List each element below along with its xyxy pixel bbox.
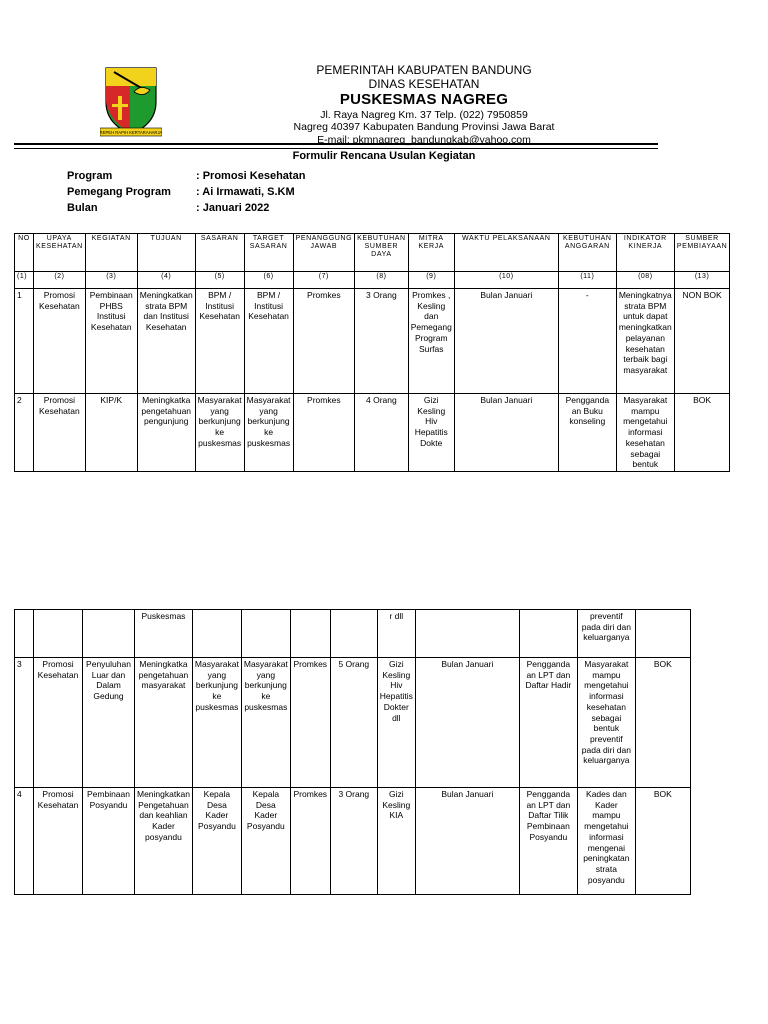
col-upaya-kesehatan-header: UPAYA KESEHATAN xyxy=(34,234,86,272)
col-tujuan-cell: Meningkatkan Pengetahuan dan keahlian Kader posyandu xyxy=(135,788,193,895)
col-sasaran-cell: Kepala Desa Kader Posyandu xyxy=(192,788,241,895)
col-tujuan-cell: Meningkatka pengetahuan masyarakat xyxy=(135,658,193,788)
col-target-sasaran-cell: Masyarakat yang berkunjung ke puskesmas xyxy=(244,394,293,472)
col-no-cell: 3 xyxy=(15,658,34,788)
col-upaya-kesehatan-cell: Promosi Kesehatan xyxy=(34,658,83,788)
col-kebutuhan-sumber-daya-cell: 3 Orang xyxy=(355,289,409,394)
col-sumber-pembiayaan-cell xyxy=(635,610,690,658)
col-mitra-kerja-header: MITRA KERJA xyxy=(408,234,454,272)
col-indikator-kinerja-header: INDIKATOR KINERJA xyxy=(616,234,674,272)
table-row xyxy=(15,289,730,394)
col-indikator-kinerja-cell: Kades dan Kader mampu mengetahui informasi mengenai peningkatan strata posyandu xyxy=(577,788,635,895)
col-sasaran-header: SASARAN xyxy=(195,234,244,272)
letterhead-institution: PUSKESMAS NAGREG xyxy=(339,91,509,109)
col-sumber-pembiayaan-cell: NON BOK xyxy=(674,289,729,394)
col-penanggung-jawab-cell: Promkes xyxy=(293,394,355,472)
col-kebutuhan-anggaran-cell xyxy=(519,610,577,658)
col-kebutuhan-sumber-daya-header: KEBUTUHAN SUMBER DAYA xyxy=(355,234,409,272)
col-waktu-pelaksanaan-cell: Bulan Januari xyxy=(415,788,519,895)
col-penanggung-jawab-header: PENANGGUNG JAWAB xyxy=(293,234,355,272)
table-row xyxy=(15,394,730,472)
col-indikator-kinerja-cell: Meningkatnya strata BPM untuk dapat meningkatkan pelayanan kesehatan terbaik bagi masyarakat xyxy=(616,289,674,394)
col-tujuan-header: TUJUAN xyxy=(137,234,195,272)
letterhead-rule-thick xyxy=(14,143,658,145)
col-sasaran-cell: BPM / Institusi Kesehatan xyxy=(195,289,244,394)
col-target-sasaran-cell: BPM / Institusi Kesehatan xyxy=(244,289,293,394)
table-row xyxy=(15,788,691,895)
meta-value: : Januari 2022 xyxy=(196,202,270,214)
col-penanggung-jawab-cell: Promkes xyxy=(290,658,330,788)
col-kegiatan-cell: Pembinaan PHBS Institusi Kesehatan xyxy=(85,289,137,394)
col-kebutuhan-sumber-daya-index: (8) xyxy=(355,272,409,289)
col-waktu-pelaksanaan-cell: Bulan Januari xyxy=(454,394,558,472)
col-waktu-pelaksanaan-header: WAKTU PELAKSANAAN xyxy=(454,234,558,272)
col-no-cell: 4 xyxy=(15,788,34,895)
meta-label: Pemegang Program xyxy=(67,186,171,198)
col-sumber-pembiayaan-cell: BOK xyxy=(635,658,690,788)
col-kebutuhan-sumber-daya-cell: 4 Orang xyxy=(355,394,409,472)
col-sasaran-cell: Masyarakat yang berkunjung ke puskesmas xyxy=(195,394,244,472)
col-mitra-kerja-cell: Gizi Kesling KIA xyxy=(377,788,415,895)
col-waktu-pelaksanaan-cell: Bulan Januari xyxy=(415,658,519,788)
col-kegiatan-cell: Pembinaan Posyandu xyxy=(83,788,135,895)
col-kebutuhan-anggaran-cell: - xyxy=(558,289,616,394)
col-no-cell xyxy=(15,610,34,658)
col-kegiatan-cell: Penyuluhan Luar dan Dalam Gedung xyxy=(83,658,135,788)
col-upaya-kesehatan-cell: Promosi Kesehatan xyxy=(34,394,86,472)
col-kebutuhan-sumber-daya-cell xyxy=(330,610,377,658)
col-kegiatan-cell xyxy=(83,610,135,658)
col-no-cell: 2 xyxy=(15,394,34,472)
header-row xyxy=(15,234,730,272)
col-mitra-kerja-cell: Promkes , Kesling dan Pemegang Program Surfas xyxy=(408,289,454,394)
col-kebutuhan-anggaran-cell: Pengganda an LPT dan Daftar Hadir xyxy=(519,658,577,788)
kabupaten-bandung-logo xyxy=(100,62,162,140)
col-tujuan-index: (4) xyxy=(137,272,195,289)
meta-label: Program xyxy=(67,170,113,182)
col-penanggung-jawab-cell xyxy=(290,610,330,658)
col-kebutuhan-anggaran-index: (11) xyxy=(558,272,616,289)
col-waktu-pelaksanaan-index: (10) xyxy=(454,272,558,289)
table-row xyxy=(15,610,691,658)
col-upaya-kesehatan-index: (2) xyxy=(34,272,86,289)
col-tujuan-cell: Puskesmas xyxy=(135,610,193,658)
col-indikator-kinerja-cell: preventif pada diri dan keluarganya xyxy=(577,610,635,658)
col-target-sasaran-cell: Kepala Desa Kader Posyandu xyxy=(241,788,290,895)
column-index-row xyxy=(15,272,730,289)
letterhead-address: Jl. Raya Nagreg Km. 37 Telp. (022) 7950859 xyxy=(320,109,528,121)
col-penanggung-jawab-cell: Promkes xyxy=(293,289,355,394)
col-no-header: NO xyxy=(15,234,34,272)
col-indikator-kinerja-index: (08) xyxy=(616,272,674,289)
activity-plan-table xyxy=(14,233,730,472)
col-indikator-kinerja-cell: Masyarakat mampu mengetahui informasi kesehatan sebagai bentuk preventif pada diri dan keluarganya xyxy=(577,658,635,788)
col-sumber-pembiayaan-header: SUMBER PEMBIAYAAN xyxy=(674,234,729,272)
col-upaya-kesehatan-cell: Promosi Kesehatan xyxy=(34,289,86,394)
col-indikator-kinerja-cell: Masyarakat mampu mengetahui informasi kesehatan sebagai bentuk xyxy=(616,394,674,472)
letterhead xyxy=(240,63,608,146)
col-sumber-pembiayaan-cell: BOK xyxy=(635,788,690,895)
form-title: Formulir Rencana Usulan Kegiatan xyxy=(292,150,476,162)
col-mitra-kerja-cell: Gizi Kesling Hiv Hepatitis Dokter dll xyxy=(377,658,415,788)
col-upaya-kesehatan-cell: Promosi Kesehatan xyxy=(34,788,83,895)
meta-label: Bulan xyxy=(67,202,98,214)
col-waktu-pelaksanaan-cell: Bulan Januari xyxy=(454,289,558,394)
col-kebutuhan-anggaran-header: KEBUTUHAN ANGGARAN xyxy=(558,234,616,272)
col-kegiatan-index: (3) xyxy=(85,272,137,289)
col-no-index: (1) xyxy=(15,272,34,289)
col-sasaran-cell xyxy=(192,610,241,658)
table-row xyxy=(15,658,691,788)
meta-value: : Ai Irmawati, S.KM xyxy=(196,186,295,198)
col-kebutuhan-anggaran-cell: Pengganda an LPT dan Daftar Tilik Pembinaan Posyandu xyxy=(519,788,577,895)
col-sumber-pembiayaan-index: (13) xyxy=(674,272,729,289)
col-sasaran-cell: Masyarakat yang berkunjung ke puskesmas xyxy=(192,658,241,788)
letterhead-region: Nagreg 40397 Kabupaten Bandung Provinsi Jawa Barat xyxy=(293,121,555,134)
col-target-sasaran-cell xyxy=(241,610,290,658)
col-sasaran-index: (5) xyxy=(195,272,244,289)
meta-value: : Promosi Kesehatan xyxy=(196,170,306,182)
col-sumber-pembiayaan-cell: BOK xyxy=(674,394,729,472)
col-upaya-kesehatan-cell xyxy=(34,610,83,658)
col-mitra-kerja-cell: r dll xyxy=(377,610,415,658)
col-penanggung-jawab-index: (7) xyxy=(293,272,355,289)
logo-motto-text: REPEH RAPIH KERTARAHARJA xyxy=(100,130,162,135)
col-kebutuhan-sumber-daya-cell: 3 Orang xyxy=(330,788,377,895)
letterhead-department: DINAS KESEHATAN xyxy=(368,77,480,92)
col-kebutuhan-sumber-daya-cell: 5 Orang xyxy=(330,658,377,788)
col-tujuan-cell: Meningkatka pengetahuan pengunjung xyxy=(137,394,195,472)
col-no-cell: 1 xyxy=(15,289,34,394)
col-waktu-pelaksanaan-cell xyxy=(415,610,519,658)
col-penanggung-jawab-cell: Promkes xyxy=(290,788,330,895)
activity-plan-table-continued xyxy=(14,609,691,895)
col-target-sasaran-cell: Masyarakat yang berkunjung ke puskesmas xyxy=(241,658,290,788)
col-target-sasaran-header: TARGET SASARAN xyxy=(244,234,293,272)
col-mitra-kerja-index: (9) xyxy=(408,272,454,289)
col-target-sasaran-index: (6) xyxy=(244,272,293,289)
letterhead-government: PEMERINTAH KABUPATEN BANDUNG xyxy=(316,63,532,77)
col-kebutuhan-anggaran-cell: Pengganda an Buku konseling xyxy=(558,394,616,472)
letterhead-rule-thin xyxy=(14,148,658,149)
col-tujuan-cell: Meningkatkan strata BPM dan Institusi Kesehatan xyxy=(137,289,195,394)
col-kegiatan-header: KEGIATAN xyxy=(85,234,137,272)
letterhead-email: E-mail: pkmnagreg_bandungkab@yahoo.com xyxy=(317,133,531,146)
col-mitra-kerja-cell: Gizi Kesling Hiv Hepatitis Dokte xyxy=(408,394,454,472)
col-kegiatan-cell: KIP/K xyxy=(85,394,137,472)
